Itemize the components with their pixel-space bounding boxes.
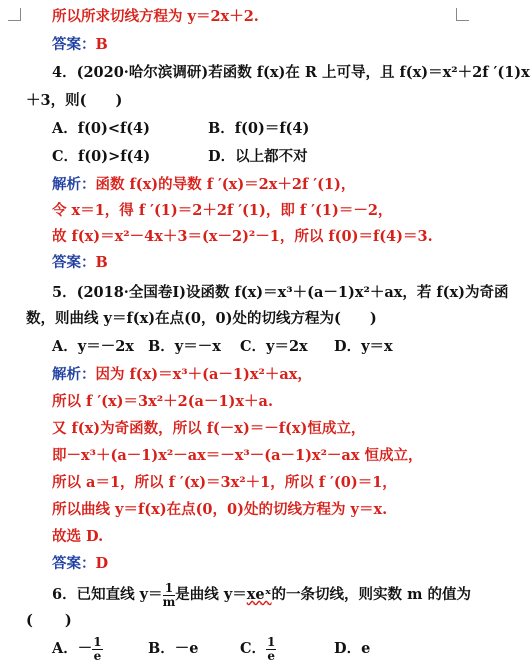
q4-option-a: A．f(0)<f(4): [52, 120, 151, 137]
q5-analysis-line7: 故选 D.: [52, 528, 104, 545]
q4-options-row2: [0, 146, 477, 168]
q5-stem-line1: 5．(2018·全国卷Ⅰ)设函数 f(x)＝x³＋(a－1)x²＋ax，若 f(x)为奇函: [52, 284, 509, 301]
q6-curve-expr: xeˣ: [246, 586, 272, 603]
q5-option-b: B．y＝－x: [148, 338, 221, 355]
q4-option-b: B．f(0)＝f(4): [208, 120, 310, 137]
q4-answer: [0, 252, 529, 274]
q4-option-c: C．f(0)>f(4): [52, 148, 151, 165]
q5-analysis-line6: 所以曲线 y＝f(x)在点(0，0)处的切线方程为 y＝x.: [52, 501, 388, 518]
answer-label: 答案：: [52, 555, 96, 572]
answer-label: 答案：: [52, 36, 96, 53]
q5-option-d: D．y＝x: [334, 338, 393, 355]
q6-option-d: D．e: [334, 640, 371, 657]
answer-label: 答案：: [52, 254, 96, 271]
q6-paren: ( ): [26, 612, 73, 629]
q4-analysis-line2: 令 x＝1，得 f ′(1)＝2＋2f ′(1)，即 f ′(1)＝－2，: [52, 202, 393, 219]
q5-analysis-line4: 即－x³＋(a－1)x²－ax＝－x³－(a－1)x²－ax 恒成立，: [52, 447, 423, 464]
q4-stem-line2: ＋3，则( ): [26, 92, 123, 109]
q4-option-d: D．以上都不对: [208, 148, 308, 165]
q4-options-row1: [0, 118, 477, 140]
q6-option-c: C． $\frac{1}{e}$: [240, 634, 276, 663]
q5-option-a: A．y＝－2x: [52, 338, 134, 355]
q6-stem-fraction: $\frac{1}{m}$: [162, 580, 176, 609]
q5-options: [0, 336, 477, 358]
q5-analysis-line3: 又 f(x)为奇函数，所以 f(－x)＝－f(x)恒成立，: [52, 420, 366, 437]
q4-analysis-line3: 故 f(x)＝x²－4x＋3＝(x－2)²－1，所以 f(0)＝f(4)＝3.: [52, 228, 433, 245]
q5-analysis-line5: 所以 a＝1，所以 f ′(x)＝3x²＋1，所以 f ′(0)＝1，: [52, 474, 397, 491]
analysis-label: 解析：: [52, 176, 96, 193]
q6-options: [0, 632, 477, 666]
q6-option-b: B．－e: [148, 640, 199, 657]
q6-option-a: A．－ $\frac{1}{e}$: [52, 634, 102, 663]
q5-analysis-line2: 所以 f ′(x)＝3x²＋2(a－1)x＋a.: [52, 393, 273, 410]
answer-value: B: [95, 36, 108, 53]
answer-value: B: [95, 254, 108, 271]
q4-analysis-line1: 解析：函数 f(x)的导数 f ′(x)＝2x＋2f ′(1)，: [52, 176, 356, 193]
q5-stem-line2: 数，则曲线 y＝f(x)在点(0，0)处的切线方程为( ): [26, 310, 377, 327]
q4-stem-line1: 4．(2020·哈尔滨调研)若函数 f(x)在 R 上可导，且 f(x)＝x²＋2f ′(1)x: [52, 64, 530, 81]
q6-stem: 6．已知直线 y＝ $\frac{1}{m}$ 是曲线 y＝xeˣ的一条切线，则实数 m 的值为: [52, 580, 471, 609]
prev-solution-tail: 所以所求切线方程为 y＝2x＋2.: [52, 8, 259, 25]
q5-option-c: C．y＝2x: [240, 338, 308, 355]
q3-answer: [0, 34, 529, 56]
answer-value: D: [95, 555, 109, 572]
analysis-label: 解析：: [52, 366, 96, 383]
q5-analysis-line1: 解析：因为 f(x)＝x³＋(a－1)x²＋ax，: [52, 366, 312, 383]
q5-answer: [0, 553, 529, 575]
